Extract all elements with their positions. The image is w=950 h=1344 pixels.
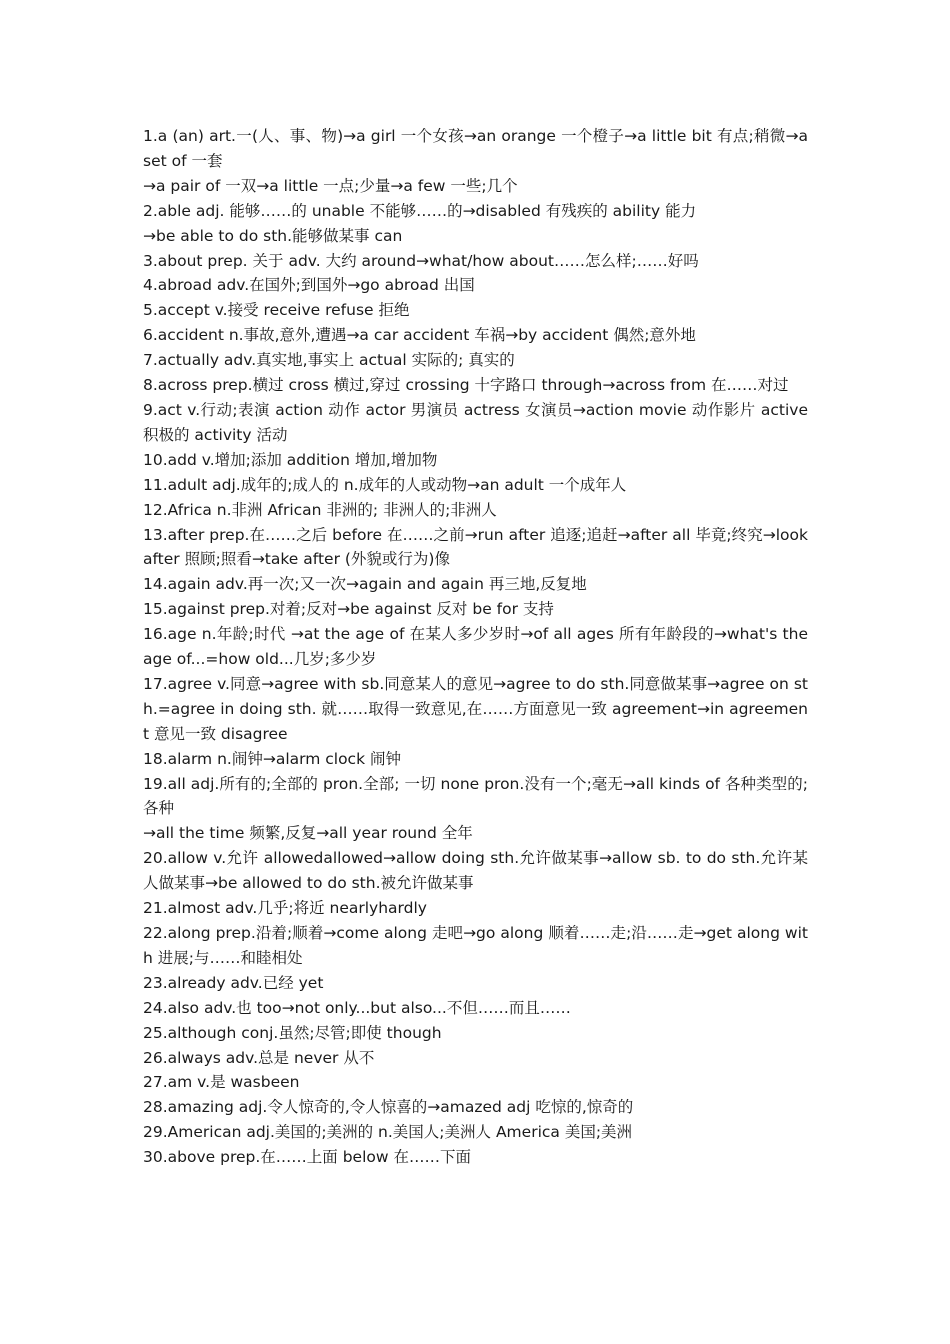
entry-line: 15.against prep.对着;反对→be against 反对 be for 支持: [143, 600, 554, 619]
entry-line: 29.American adj.美国的;美洲的 n.美国人;美洲人 America 美国;美洲: [143, 1123, 633, 1142]
entry-line: 27.am v.是 wasbeen: [143, 1073, 300, 1092]
entry-line: 24.also adv.也 too→not only...but also...不但……而且……: [143, 998, 571, 1017]
entry-line: 6.accident n.事故,意外,遭遇→a car accident 车祸→by accident 偶然;意外地: [143, 326, 696, 345]
entry-line: 19.all adj.所有的;全部的 pron.全部; 一切 none pron.没有一个;毫无→all kinds of 各种类型的;各种: [143, 774, 808, 818]
entry-line: 13.after prep.在……之后 before 在……之前→run after 追逐;追赶→after all 毕竟;终究→look after 照顾;照看→take after (外貌或行为)像: [143, 525, 808, 569]
entry-line: 16.age n.年龄;时代 →at the age of 在某人多少岁时→of all ages 所有年龄段的→what's the age of...=how old...几岁;多少岁: [143, 625, 808, 669]
entry-line: 5.accept v.接受 receive refuse 拒绝: [143, 301, 410, 320]
entry-line: 26.always adv.总是 never 从不: [143, 1048, 375, 1067]
entry-line: 28.amazing adj.令人惊奇的,令人惊喜的→amazed adj 吃惊的,惊奇的: [143, 1098, 634, 1117]
entry-line: →all the time 频繁,反复→all year round 全年: [143, 824, 473, 843]
entry-line: 21.almost adv.几乎;将近 nearlyhardly: [143, 899, 427, 918]
entry-line: 18.alarm n.闹钟→alarm clock 闹钟: [143, 749, 401, 768]
entry-line: 12.Africa n.非洲 African 非洲的; 非洲人的;非洲人: [143, 500, 497, 519]
entry-line: 8.across prep.横过 cross 横过,穿过 crossing 十字路口 through→across from 在……对过: [143, 376, 789, 395]
entry-line: 20.allow v.允许 allowedallowed→allow doing sth.允许做某事→allow sb. to do sth.允许某人做某事→be allowed to do sth.被允许做某事: [143, 849, 808, 893]
entry-line: 2.able adj. 能够……的 unable 不能够……的→disabled 有残疾的 ability 能力: [143, 201, 697, 220]
entry-line: 30.above prep.在……上面 below 在……下面: [143, 1148, 471, 1167]
entry-line: →a pair of 一双→a little 一点;少量→a few 一些;几个: [143, 176, 518, 195]
entry-line: 4.abroad adv.在国外;到国外→go abroad 出国: [143, 276, 475, 295]
entry-line: 25.although conj.虽然;尽管;即使 though: [143, 1023, 442, 1042]
entry-line: 11.adult adj.成年的;成人的 n.成年的人或动物→an adult 一个成年人: [143, 475, 627, 494]
entry-line: 14.again adv.再一次;又一次→again and again 再三地,反复地: [143, 575, 587, 594]
entry-line: 7.actually adv.真实地,事实上 actual 实际的; 真实的: [143, 351, 515, 370]
entry-line: 1.a (an) art.一(人、事、物)→a girl 一个女孩→an orange 一个橙子→a little bit 有点;稍微→a set of 一套: [143, 127, 808, 170]
entry-line: 23.already adv.已经 yet: [143, 973, 324, 992]
entry-line: 10.add v.增加;添加 addition 增加,增加物: [143, 450, 438, 469]
entry-line: 22.along prep.沿着;顺着→come along 走吧→go along 顺着……走;沿……走→get along with 进展;与……和睦相处: [143, 924, 808, 967]
entry-line: 17.agree v.同意→agree with sb.同意某人的意见→agree to do sth.同意做某事→agree on sth.=agree in doing sth. 就……取得一致意见,在……方面意见一致 agreement→in agreement 意见一致 disagree: [143, 674, 808, 743]
entry-line: 3.about prep. 关于 adv. 大约 around→what/how about……怎么样;……好吗: [143, 251, 699, 270]
vocabulary-document: [143, 124, 808, 1170]
entry-line: →be able to do sth.能够做某事 can: [143, 226, 403, 245]
entry-line: 9.act v.行动;表演 action 动作 actor 男演员 actress 女演员→action movie 动作影片 active 积极的 activity 活动: [143, 400, 808, 444]
